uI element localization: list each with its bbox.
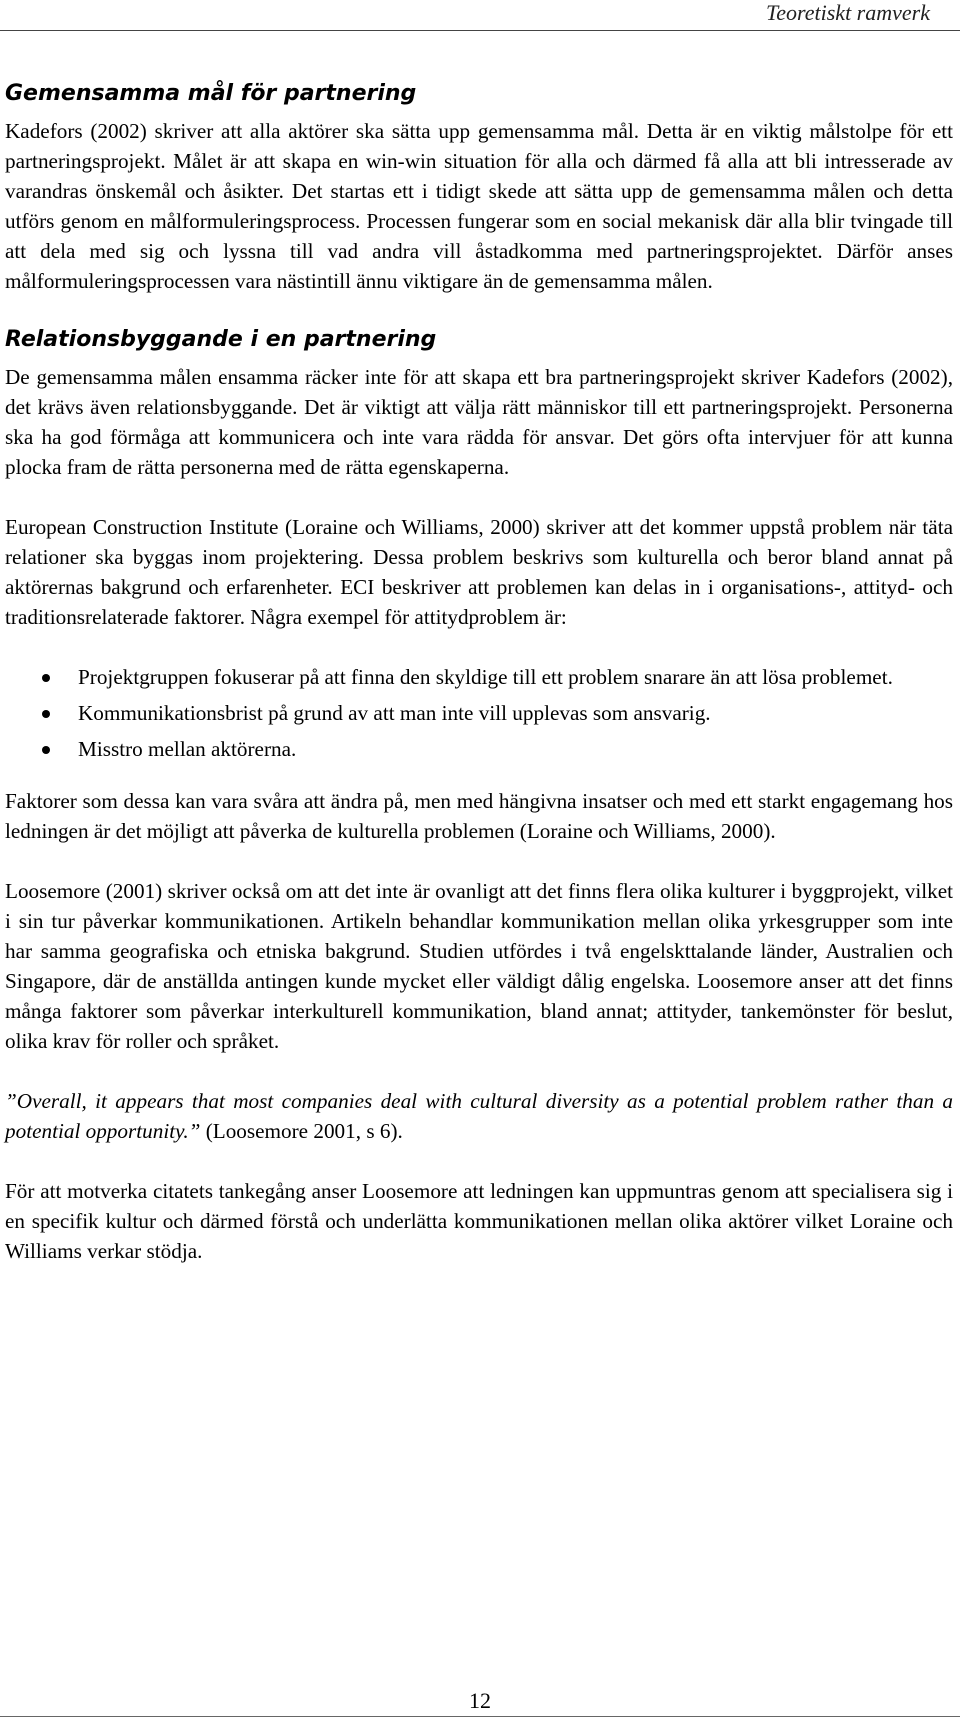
- quote-citation: (Loosemore 2001, s 6).: [200, 1119, 403, 1143]
- paragraph-relations-3: Faktorer som dessa kan vara svåra att ändra på, men med hängivna insatser och med ett starkt engagemang hos ledningen är det möjligt att påverka de kulturella problemen (Loraine och Williams, 2000).: [5, 789, 953, 843]
- page-number: 12: [469, 1688, 491, 1713]
- paragraph-relations-4: Loosemore (2001) skriver också om att det inte är ovanligt att det finns flera olika kulturer i byggprojekt, vilket i sin tur påverkar kommunikationen. Artikeln behandlar kommunikation mellan olika yrkesgrupper som inte har samma geografiska och etniska bakgrund. Studien utfördes i två engelskttalande länder, Australien och Singapore, där de anställda antingen kunde mycket eller väldigt dålig engelska. Loosemore anser att det finns många faktorer som påverkar interkulturell kommunikation, bland annat; attityder, tankemönster för beslut, olika krav för roller och språket.: [5, 879, 953, 1053]
- paragraph-relations-1: De gemensamma målen ensamma räcker inte för att skapa ett bra partneringsprojekt skriver Kadefors (2002), det krävs även relationsbyggande. Det är viktigt att välja rätt människor till ett partneringsprojekt. Personerna ska ha god förmåga att kommunicera och inte vara rädda för ansvar. Det görs ofta intervjuer för att kunna plocka fram de rätta personerna med de rätta egenskaperna.: [5, 365, 953, 479]
- paragraph-relations-5: För att motverka citatets tankegång anser Loosemore att ledningen kan uppmuntras genom att specialisera sig i en specifik kultur och därmed förstå och underlätta kommunikationen mellan olika aktörer vilket Loraine och Williams verkar stödja.: [5, 1179, 953, 1263]
- list-item: [5, 734, 953, 764]
- list-item-text: Projektgruppen fokuserar på att finna den skyldige till ett problem snarare än att lösa problemet.: [78, 665, 893, 689]
- section-heading-goals: Gemensamma mål för partnering: [5, 81, 417, 106]
- bullet-icon: [42, 674, 50, 682]
- attitude-problem-list: [5, 662, 953, 764]
- paragraph-relations-2: European Construction Institute (Loraine och Williams, 2000) skriver att det kommer uppstå problem när täta relationer ska byggas inom projektering. Dessa problem beskrivs som kulturella och beror bland annat på aktörernas bakgrund och erfarenheter. ECI beskriver att problemen kan delas in i organisations-, attityd- och traditionsrelaterade faktorer. Några exempel för attitydproblem är:: [5, 515, 953, 629]
- running-header: Teoretiskt ramverk: [766, 0, 930, 25]
- header-rule: [0, 30, 960, 31]
- section-heading-relations: Relationsbyggande i en partnering: [5, 327, 437, 352]
- quote-paragraph: [5, 1086, 953, 1146]
- quote-text: ”Overall, it appears that most companies deal with cultural diversity as a potential problem rather than a potential opportunity.”: [5, 1089, 953, 1143]
- list-item-text: Misstro mellan aktörerna.: [78, 737, 297, 761]
- bullet-icon: [42, 746, 50, 754]
- list-item-text: Kommunikationsbrist på grund av att man inte vill upplevas som ansvarig.: [78, 701, 711, 725]
- list-item: [5, 698, 953, 728]
- list-item: [5, 662, 953, 692]
- page-content: [5, 72, 953, 1266]
- footer-rule: [0, 1716, 960, 1717]
- paragraph-goals: Kadefors (2002) skriver att alla aktörer ska sätta upp gemensamma mål. Detta är en viktig målstolpe för ett partneringsprojekt. Målet är att skapa en win-win situation för alla och därmed få alla att bli intresserade av varandras önskemål och åsikter. Det startas ett i tidigt skede att sätta upp de gemensamma målen och detta utförs genom en målformuleringsprocess. Processen fungerar som en social mekanisk där alla blir tvingade till att dela med sig och lyssna till vad andra vill åstadkomma med partneringsprojektet. Därför anses målformuleringsprocessen vara nästintill ännu viktigare än de gemensamma målen.: [5, 119, 953, 293]
- bullet-icon: [42, 710, 50, 718]
